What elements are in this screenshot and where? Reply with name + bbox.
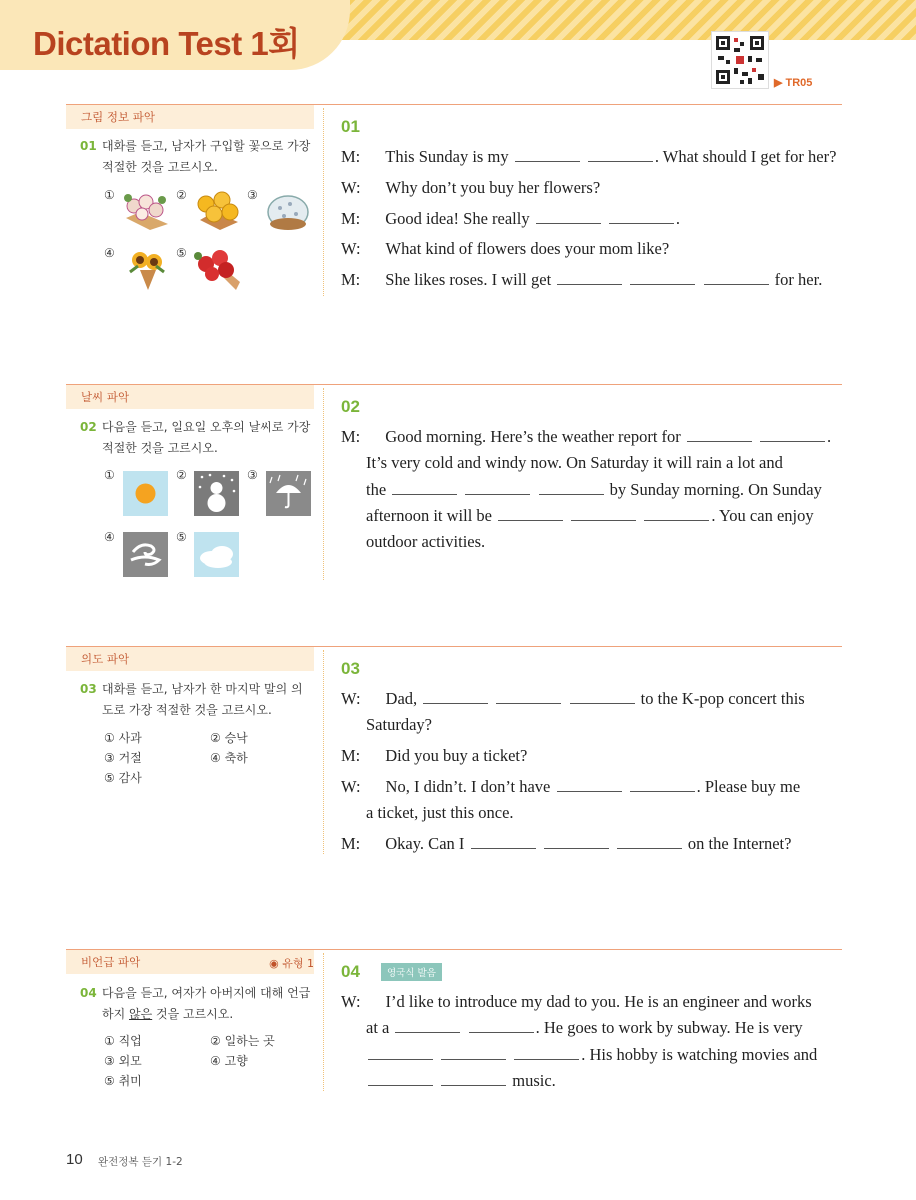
answer-blank[interactable] — [441, 1071, 506, 1086]
qr-code-icon[interactable] — [711, 31, 769, 89]
answer-blank[interactable] — [392, 480, 457, 495]
dialogue-line — [341, 686, 805, 712]
answer-blank[interactable] — [630, 777, 695, 792]
column-divider — [323, 953, 324, 1091]
question-number: 01 — [80, 139, 97, 153]
speaker-label: M: — [341, 270, 361, 289]
dialogue-number: 04 — [341, 962, 360, 981]
answer-blank[interactable] — [760, 427, 825, 442]
option-item[interactable]: ③ 거절 — [104, 751, 142, 765]
option-mark: ③ — [247, 188, 258, 202]
option-mark: ④ — [104, 246, 115, 260]
answer-blank[interactable] — [498, 506, 563, 521]
line-text: . His hobby is watching movies and — [581, 1045, 818, 1064]
answer-blank[interactable] — [570, 689, 635, 704]
line-text: by Sunday morning. On Sunday — [609, 480, 822, 499]
accent-label: 영국식 발음 — [381, 963, 442, 981]
option-item[interactable]: ① 직업 — [104, 1034, 142, 1048]
white-flower-basket-icon — [264, 188, 312, 232]
dialogue-continuation — [366, 712, 432, 738]
option-item[interactable]: ① 사과 — [104, 731, 142, 745]
red-rose-bouquet-icon — [192, 246, 244, 292]
option-item[interactable]: ⑤ 취미 — [104, 1074, 142, 1088]
answer-blank[interactable] — [368, 1045, 433, 1060]
option-mark: ② — [176, 468, 187, 482]
sunny-icon — [123, 471, 168, 516]
speaker-label: W: — [341, 239, 361, 258]
speaker-label: W: — [341, 992, 361, 1011]
answer-blank[interactable] — [544, 834, 609, 849]
answer-blank[interactable] — [571, 506, 636, 521]
dialogue-line — [341, 743, 527, 769]
section-01 — [66, 104, 842, 304]
line-text: for her. — [774, 270, 823, 289]
line-text: She likes roses. I will get — [385, 270, 552, 289]
option-item[interactable]: ② 승낙 — [210, 731, 248, 745]
dialogue-line — [341, 831, 791, 857]
wind-icon — [123, 532, 168, 577]
category-tag — [66, 950, 314, 974]
section-04 — [66, 949, 842, 1099]
cloudy-icon — [194, 532, 239, 577]
header-stripes — [330, 0, 916, 40]
line-text: . Please buy me — [696, 777, 801, 796]
dialogue-number: 01 — [341, 117, 360, 136]
question-number: 02 — [80, 420, 97, 434]
category-tag — [66, 647, 314, 671]
answer-blank[interactable] — [704, 270, 769, 285]
track-label[interactable]: ▶ TR05 — [774, 77, 813, 89]
option-item[interactable]: ③ 외모 — [104, 1054, 142, 1068]
answer-blank[interactable] — [395, 1018, 460, 1033]
answer-blank[interactable] — [465, 480, 530, 495]
line-text: . — [675, 209, 680, 228]
line-text: to the K-pop concert this — [640, 689, 805, 708]
category-label: 의도 파악 — [81, 652, 130, 666]
speaker-label: M: — [341, 209, 361, 228]
option-mark: ⑤ — [176, 530, 187, 544]
option-mark: ② — [176, 188, 187, 202]
snowman-icon — [194, 471, 239, 516]
category-label: 비언급 파악 — [81, 955, 141, 969]
book-title: 완전정복 듣기 1-2 — [98, 1156, 183, 1168]
white-flower-bouquet-icon — [120, 188, 172, 232]
line-text: Good idea! She really — [385, 209, 530, 228]
line-text: . He goes to work by subway. He is very — [535, 1018, 803, 1037]
dialogue-continuation — [366, 800, 514, 826]
page-title: Dictation Test 1회 — [33, 25, 300, 62]
dialogue-line — [341, 206, 680, 232]
option-item[interactable]: ⑤ 감사 — [104, 771, 142, 785]
line-text: a ticket, just this once. — [366, 803, 514, 822]
dialogue-continuation — [366, 477, 822, 503]
line-text: the — [366, 480, 387, 499]
dialogue-line — [341, 236, 669, 262]
dialogue-line — [341, 774, 800, 800]
answer-blank[interactable] — [514, 1045, 579, 1060]
question-text: 다음을 듣고, 일요일 오후의 날씨로 가장 적절한 것을 고르시오. — [102, 420, 311, 455]
dialogue-line — [341, 144, 836, 170]
question-number: 03 — [80, 682, 97, 696]
line-text: . What should I get for her? — [654, 147, 837, 166]
answer-blank[interactable] — [588, 147, 653, 162]
speaker-label: W: — [341, 777, 361, 796]
question-text: 대화를 듣고, 남자가 구입할 꽃으로 가장 적절한 것을 고르시오. — [102, 139, 311, 174]
line-text: music. — [512, 1071, 556, 1090]
dialogue-line — [341, 175, 600, 201]
option-mark: ① — [104, 468, 115, 482]
sunflower-bouquet-icon — [126, 246, 168, 292]
line-text: Good morning. Here’s the weather report for — [385, 427, 681, 446]
column-divider — [323, 650, 324, 854]
speaker-label: W: — [341, 689, 361, 708]
answer-blank[interactable] — [469, 1018, 534, 1033]
line-text: outdoor activities. — [366, 532, 486, 551]
rain-umbrella-icon — [266, 471, 311, 516]
page-number: 10 — [66, 1151, 83, 1168]
line-text: at a — [366, 1018, 390, 1037]
line-text: Saturday? — [366, 715, 432, 734]
speaker-label: M: — [341, 147, 361, 166]
line-text: What kind of flowers does your mom like? — [385, 239, 670, 258]
option-item[interactable]: ② 일하는 곳 — [210, 1034, 275, 1048]
yellow-flower-bouquet-icon — [192, 188, 244, 232]
answer-blank[interactable] — [630, 270, 695, 285]
option-mark: ⑤ — [176, 246, 187, 260]
line-text: This Sunday is my — [385, 147, 509, 166]
dialogue-number: 02 — [341, 397, 360, 416]
dialogue-line — [341, 989, 812, 1015]
dialogue-continuation — [366, 1068, 556, 1094]
option-mark: ③ — [247, 468, 258, 482]
type-badge: ◉ 유형 1 — [269, 957, 314, 970]
category-label: 날씨 파악 — [81, 390, 130, 404]
question-text: 대화를 듣고, 남자가 한 마지막 말의 의도로 가장 적절한 것을 고르시오. — [102, 682, 303, 717]
speaker-label: M: — [341, 746, 361, 765]
answer-blank[interactable] — [687, 427, 752, 442]
question-number: 04 — [80, 986, 97, 1000]
line-text: Did you buy a ticket? — [385, 746, 528, 765]
answer-blank[interactable] — [557, 777, 622, 792]
speaker-label: M: — [341, 427, 361, 446]
dialogue-continuation — [366, 1042, 817, 1068]
section-03 — [66, 646, 842, 856]
answer-blank[interactable] — [368, 1071, 433, 1086]
line-text: . You can enjoy — [711, 506, 814, 525]
option-mark: ① — [104, 188, 115, 202]
line-text: Dad, — [385, 689, 418, 708]
answer-blank[interactable] — [617, 834, 682, 849]
line-text: I’d like to introduce my dad to you. He is an engineer and works — [385, 992, 812, 1011]
answer-blank[interactable] — [536, 209, 601, 224]
line-text: on the Internet? — [687, 834, 792, 853]
answer-blank[interactable] — [557, 270, 622, 285]
column-divider — [323, 108, 324, 296]
dialogue-number: 03 — [341, 659, 360, 678]
line-text: No, I didn’t. I don’t have — [385, 777, 551, 796]
answer-blank[interactable] — [496, 689, 561, 704]
option-item[interactable]: ④ 축하 — [210, 751, 248, 765]
answer-blank[interactable] — [515, 147, 580, 162]
dialogue-continuation — [366, 450, 783, 476]
line-text: Okay. Can I — [385, 834, 465, 853]
category-tag — [66, 105, 314, 129]
dialogue-line: M: Good morning. Here’s the weather report for . — [341, 427, 832, 446]
answer-blank[interactable] — [609, 209, 674, 224]
speaker-label: M: — [341, 834, 361, 853]
category-tag — [66, 385, 314, 409]
answer-blank[interactable] — [423, 689, 488, 704]
dialogue-continuation — [366, 503, 814, 529]
dialogue-line — [341, 267, 822, 293]
option-mark: ④ — [104, 530, 115, 544]
column-divider — [323, 388, 324, 580]
dialogue-continuation — [366, 529, 485, 555]
speaker-label: W: — [341, 178, 361, 197]
answer-blank[interactable] — [539, 480, 604, 495]
dialogue-continuation — [366, 1015, 803, 1041]
underlined-word: 않은 — [129, 1007, 153, 1021]
answer-blank[interactable] — [644, 506, 709, 521]
section-02 — [66, 384, 842, 584]
question-text: 다음을 듣고, 여자가 아버지에 대해 언급하지 않은 것을 고르시오. — [102, 986, 311, 1021]
line-text: It’s very cold and windy now. On Saturday it will rain a lot and — [366, 453, 783, 472]
category-label: 그림 정보 파악 — [81, 110, 155, 124]
line-text: Why don’t you buy her flowers? — [385, 178, 601, 197]
answer-blank[interactable] — [441, 1045, 506, 1060]
line-text: afternoon it will be — [366, 506, 493, 525]
answer-blank[interactable] — [471, 834, 536, 849]
option-item[interactable]: ④ 고향 — [210, 1054, 248, 1068]
